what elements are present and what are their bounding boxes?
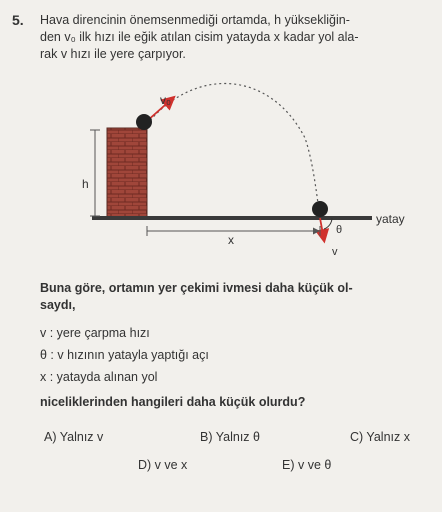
prompt-line: saydı,	[40, 298, 76, 312]
question-number: 5.	[12, 12, 24, 28]
ground-line	[92, 216, 372, 220]
brick-wall	[107, 128, 147, 218]
label-theta: θ	[336, 224, 343, 236]
label-h: h	[82, 177, 89, 191]
label-ground: yatay	[376, 212, 405, 226]
stem-line: rak v hızı ile yere çarpıyor.	[40, 47, 186, 61]
quantity-definitions	[40, 322, 400, 388]
label-x: x	[228, 233, 234, 247]
stem-line: Hava direncinin önemsenmediği ortamda, h yüksekliğin-	[40, 13, 350, 27]
option-d[interactable]: D) v ve x	[138, 458, 188, 472]
option-b[interactable]: B) Yalnız θ	[200, 430, 260, 444]
option-c[interactable]: C) Yalnız x	[350, 430, 410, 444]
label-v0: v₀	[160, 93, 171, 107]
projectile-diagram	[20, 78, 430, 278]
trajectory-path	[147, 84, 319, 211]
label-v: v	[332, 246, 338, 258]
definition-v: v : yere çarpma hızı	[40, 326, 150, 340]
ball-start	[136, 114, 152, 130]
definition-theta: θ : v hızının yatayla yaptığı açı	[40, 348, 209, 362]
option-e[interactable]: E) v ve θ	[282, 458, 332, 472]
prompt-line: Buna göre, ortamın yer çekimi ivmesi daha küçük ol-	[40, 281, 353, 295]
question-prompt	[40, 280, 432, 314]
projectile-figure	[20, 78, 430, 278]
ball-landing	[312, 201, 328, 217]
question-stem	[40, 12, 420, 63]
v-arrow	[320, 218, 324, 240]
question-ask: niceliklerinden hangileri daha küçük olurdu?	[40, 395, 306, 409]
definition-x: x : yatayda alınan yol	[40, 370, 158, 384]
stem-line: den v₀ ilk hızı ile eğik atılan cisim yatayda x kadar yol ala-	[40, 30, 359, 44]
option-a[interactable]: A) Yalnız v	[44, 430, 104, 444]
